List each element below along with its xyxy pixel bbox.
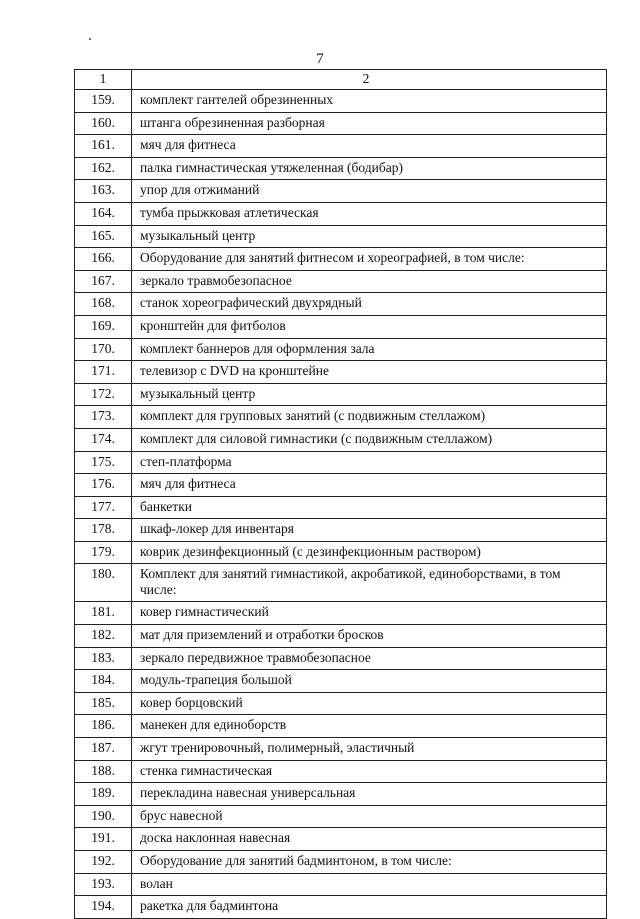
table-row [75,692,607,715]
table-header-row [75,70,607,90]
table-row [75,805,607,828]
row-item-name: манекен для единоборств [132,715,607,738]
row-item-name: упор для отжиманий [132,180,607,203]
table-row [75,625,607,648]
table-row [75,851,607,874]
row-number: 176. [75,474,132,497]
row-number: 165. [75,225,132,248]
row-number: 166. [75,248,132,271]
table-row [75,519,607,542]
row-number: 159. [75,90,132,113]
row-number: 181. [75,602,132,625]
row-number: 185. [75,692,132,715]
row-item-name: брус навесной [132,805,607,828]
table-row [75,647,607,670]
row-item-name: комплект баннеров для оформления зала [132,338,607,361]
row-number: 168. [75,293,132,316]
row-number: 171. [75,361,132,384]
table-row [75,202,607,225]
table-row [75,315,607,338]
row-item-name: степ-платформа [132,451,607,474]
row-item-name: стенка гимнастическая [132,760,607,783]
row-item-name: комплект для групповых занятий (с подвижным стеллажом) [132,406,607,429]
row-item-name: перекладина навесная универсальная [132,783,607,806]
table-row [75,474,607,497]
row-number: 167. [75,270,132,293]
row-item-name: тумба прыжковая атлетическая [132,202,607,225]
table-row [75,383,607,406]
table-row [75,873,607,896]
row-item-name: мяч для фитнеса [132,135,607,158]
row-item-name: доска наклонная навесная [132,828,607,851]
table-row [75,112,607,135]
table-row [75,496,607,519]
table-row [75,451,607,474]
row-number: 188. [75,760,132,783]
row-number: 191. [75,828,132,851]
row-number: 163. [75,180,132,203]
row-number: 175. [75,451,132,474]
row-item-name: зеркало травмобезопасное [132,270,607,293]
table-row [75,783,607,806]
row-number: 180. [75,564,132,602]
scan-speck [89,38,91,40]
row-number: 162. [75,157,132,180]
table-row [75,564,607,602]
table-row [75,602,607,625]
row-item-name: кронштейн для фитболов [132,315,607,338]
equipment-table [74,69,607,919]
page-number: 7 [316,51,324,67]
row-item-name: ковер гимнастический [132,602,607,625]
table-row [75,135,607,158]
column-header-number: 1 [75,70,132,90]
row-number: 179. [75,541,132,564]
row-item-name: банкетки [132,496,607,519]
row-item-name: волан [132,873,607,896]
row-number: 194. [75,896,132,919]
row-number: 193. [75,873,132,896]
row-number: 184. [75,670,132,693]
table-row [75,406,607,429]
table-row [75,180,607,203]
table-row [75,361,607,384]
row-number: 182. [75,625,132,648]
table-row [75,760,607,783]
row-number: 173. [75,406,132,429]
row-number: 183. [75,647,132,670]
row-item-name: Комплект для занятий гимнастикой, акробатикой, единоборствами, в том числе: [132,564,607,602]
row-item-name: штанга обрезиненная разборная [132,112,607,135]
row-item-name: коврик дезинфекционный (с дезинфекционным раствором) [132,541,607,564]
table-row [75,738,607,761]
table-row [75,293,607,316]
table-row [75,715,607,738]
table-row [75,270,607,293]
table-row [75,541,607,564]
row-number: 177. [75,496,132,519]
row-item-name: палка гимнастическая утяжеленная (бодибар) [132,157,607,180]
row-number: 172. [75,383,132,406]
row-number: 169. [75,315,132,338]
row-item-name: станок хореографический двухрядный [132,293,607,316]
row-item-name: комплект для силовой гимнастики (с подвижным стеллажом) [132,428,607,451]
row-number: 161. [75,135,132,158]
row-item-name: шкаф-локер для инвентаря [132,519,607,542]
row-number: 174. [75,428,132,451]
row-item-name: музыкальный центр [132,383,607,406]
row-item-name: зеркало передвижное травмобезопасное [132,647,607,670]
row-item-name: модуль-трапеция большой [132,670,607,693]
row-item-name: ракетка для бадминтона [132,896,607,919]
table-row [75,896,607,919]
row-number: 160. [75,112,132,135]
row-item-name: комплект гантелей обрезиненных [132,90,607,113]
table-row [75,338,607,361]
table-row [75,828,607,851]
row-number: 164. [75,202,132,225]
row-item-name: музыкальный центр [132,225,607,248]
row-item-name: телевизор с DVD на кронштейне [132,361,607,384]
table-row [75,428,607,451]
table-row [75,90,607,113]
row-number: 178. [75,519,132,542]
row-number: 170. [75,338,132,361]
row-number: 190. [75,805,132,828]
table-row [75,225,607,248]
column-header-name: 2 [132,70,607,90]
row-number: 187. [75,738,132,761]
table-row [75,670,607,693]
row-number: 189. [75,783,132,806]
row-item-name: ковер борцовский [132,692,607,715]
row-item-name: мат для приземлений и отработки бросков [132,625,607,648]
row-item-name: Оборудование для занятий фитнесом и хореографией, в том числе: [132,248,607,271]
row-item-name: Оборудование для занятий бадминтоном, в том числе: [132,851,607,874]
row-item-name: жгут тренировочный, полимерный, эластичный [132,738,607,761]
row-item-name: мяч для фитнеса [132,474,607,497]
row-number: 186. [75,715,132,738]
table-row [75,248,607,271]
table-row [75,157,607,180]
row-number: 192. [75,851,132,874]
